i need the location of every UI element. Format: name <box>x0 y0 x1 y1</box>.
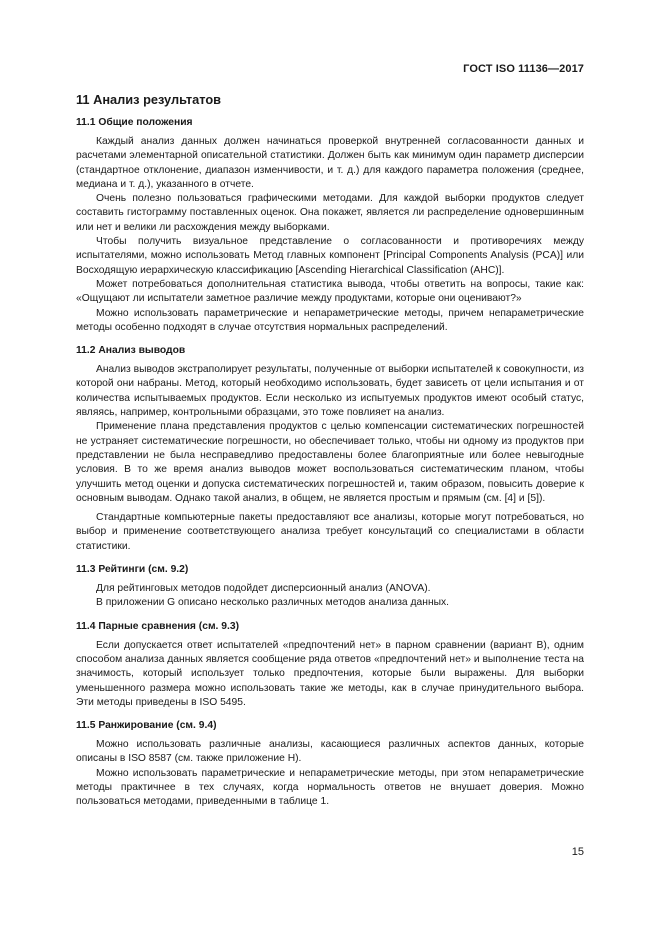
section-title: 11.5 Ранжирование (см. 9.4) <box>76 720 217 732</box>
section-paired-comparisons <box>76 620 584 710</box>
paragraph: Чтобы получить визуальное представление о согласованности и противоречиях между испытателями, можно использовать Метод главных компонент [Principal Components Analysis (PCA)] или Восходящую иерархическую классификацию [Ascending Hierarchical Classification (AHC)]. <box>76 236 584 276</box>
document-code-header: ГОСТ ISO 11136—2017 <box>463 63 584 75</box>
paragraph: Для рейтинговых методов подойдет дисперсионный анализ (ANOVA). <box>96 583 431 595</box>
section-title: 11.3 Рейтинги (см. 9.2) <box>76 564 189 576</box>
page-content <box>76 92 584 819</box>
section-general <box>76 116 584 335</box>
paragraph: Можно использовать параметрические и непараметрические методы, при этом непараметрические методы практичнее в тех случаях, когда нормальность ответов не внушает доверия. Можно пользоваться методами, приведенными в таблице 1. <box>76 767 584 808</box>
paragraph: Каждый анализ данных должен начинаться проверкой внутренней согласованности данных и расчетами элементарной описательной статистики. Должен быть как минимум один параметр дисперсии (стандартное отклонение, диапазон изменчивости, и т. д.) для каждого параметра положения (среднее, медиана и т. д.), указанного в отчете. <box>76 136 584 190</box>
section-ranking <box>76 719 584 809</box>
paragraph: Анализ выводов экстраполирует результаты, полученные от выборки испытателей к совокупности, из которой они набраны. Метод, который необходимо использовать, будет зависеть от цели испытания и от количества испытываемых продуктов. Если несколько из испытуемых продуктов имеют особый статус, являясь, например, контрольными образцами, это тоже повлияет на анализ. <box>76 364 584 419</box>
paragraph: Если допускается ответ испытателей «предпочтений нет» в парном сравнении (вариант B), одним способом анализа данных является сообщение ряда ответов «предпочтений нет» и выполнение теста на значимость, который использует только предпочтения, которые были выражены. Для выборки уменьшенного размера можно использовать такие же методы, как в случае принудительного выбора. Эти методы приведены в ISO 5495. <box>76 639 584 708</box>
section-title: 11.1 Общие положения <box>76 117 193 128</box>
paragraph: Можно использовать различные анализы, касающиеся различных аспектов данных, которые описаны в ISO 8587 (см. также приложение H). <box>76 739 584 765</box>
paragraph: Очень полезно пользоваться графическими методами. Для каждой выборки продуктов следует составить гистограмму поставленных оценок. Она покажет, является ли распределение одновершинным или нет и велики ли расхождения между выборками. <box>76 193 584 233</box>
paragraph: В приложении G описано несколько различных методов анализа данных. <box>96 597 450 609</box>
section-title: 11.4 Парные сравнения (см. 9.3) <box>76 620 240 632</box>
section-title: 11.2 Анализ выводов <box>76 345 186 357</box>
page-number: 15 <box>571 846 584 858</box>
paragraph: Стандартные компьютерные пакеты предоставляют все анализы, которые могут потребоваться, но выбор и применение соответствующего анализа требует консультаций со специалистами в области статистики. <box>76 512 584 552</box>
paragraph: Применение плана представления продуктов с целью компенсации систематических погрешностей не устраняет систематические погрешности, но обеспечивает только, чтобы ни одному из продуктов при представлении не была несправедливо предоставлены более благоприятные или более невыгодные условия. В то же время анализ выводов может воспользоваться систематическим планом, чтобы улучшить метод оценки и допуска систематических погрешностей и, таким образом, повысить доверие к основным выводам. Однако такой анализ, в общем, не является простым и прямым (см. [4] и [5]). <box>76 421 584 504</box>
section-inference-analysis <box>76 344 584 554</box>
section-ratings <box>76 563 584 611</box>
chapter-title: 11 Анализ результатов <box>76 92 222 107</box>
paragraph: Может потребоваться дополнительная статистика вывода, чтобы ответить на вопросы, такие как: «Ощущают ли испытатели заметное различие между продуктами, которые они оценивают?» <box>76 278 584 305</box>
paragraph: Можно использовать параметрические и непараметрические методы, причем непараметрические методы особенно подходят в случае отсутствия нормальных распределений. <box>76 307 584 333</box>
